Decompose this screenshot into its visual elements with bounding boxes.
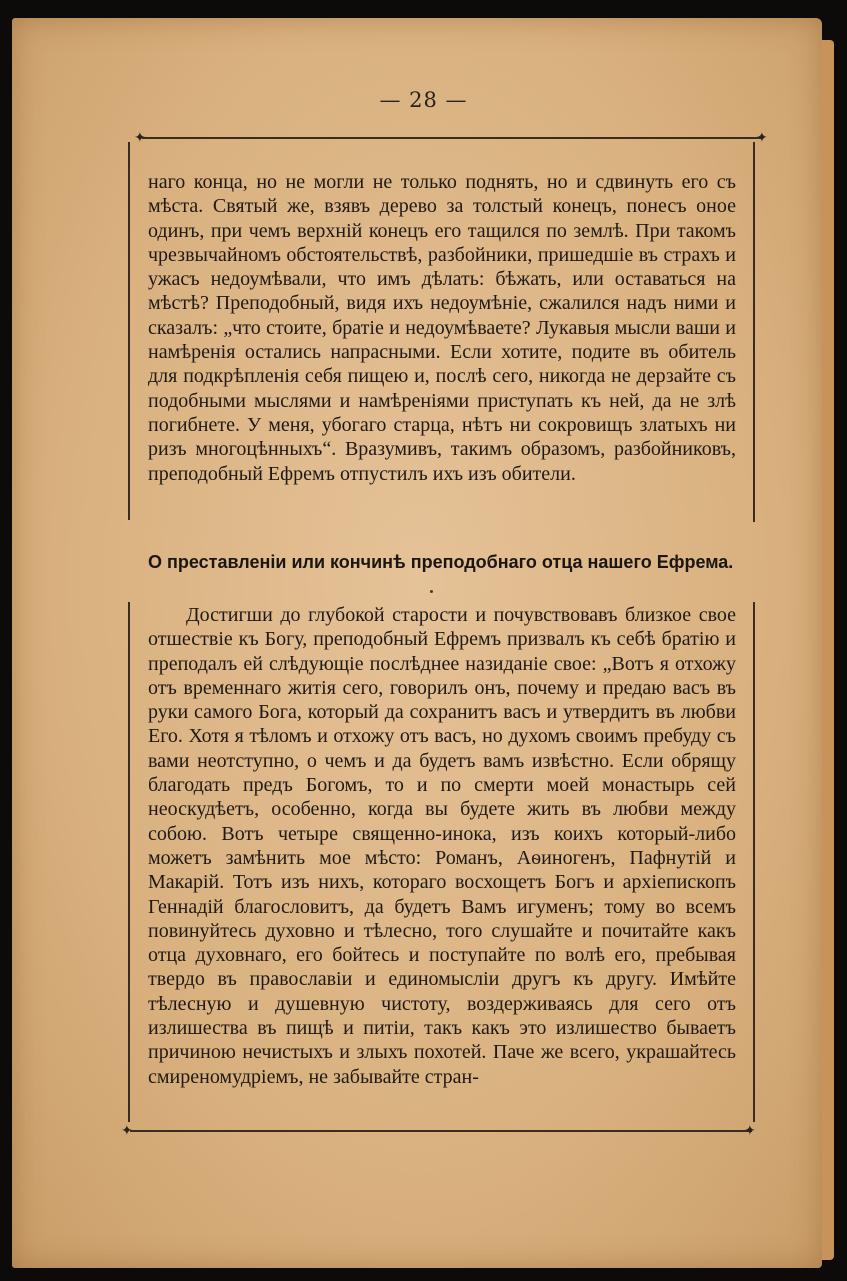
page-number: — 28 — <box>379 88 468 112</box>
section-heading: О преставленіи или кончинѣ преподобнаго отца нашего Ефрема. <box>148 552 734 572</box>
corner-ornament-icon: ✦ <box>756 130 768 146</box>
left-rule-top <box>128 142 130 520</box>
page-edge <box>822 40 834 1260</box>
left-rule-bottom <box>128 602 130 1122</box>
right-rule-bottom <box>753 602 755 1122</box>
paragraph-2: Достигши до глубокой старости и почувствовавъ близкое свое отшествіе къ Богу, преподобный Ефремъ призвалъ къ себѣ братію и преподалъ ей слѣдующіе послѣднее назиданіе свое: „Вотъ я отхожу отъ временнаго житія сего, говорилъ онъ, почему и предаю васъ въ руки самого Бога, который да сохранитъ васъ и утвердитъ въ любви Его. Хотя я тѣломъ и отхожу отъ васъ, но духомъ своимъ пребуду съ вами неотступно, о чемъ и да будетъ вамъ извѣстно. Если обрящу благодать предъ Богомъ, то и по смерти моей монастырь сей неоскудѣетъ, особенно, когда вы будете жить въ любви между собою. Вотъ четыре священно-инока, изъ коихъ который-либо можетъ замѣнить мое мѣсто: Романъ, Аѳиногенъ, Пафнутій и Макарій. Тотъ изъ нихъ, котораго восхощетъ Богъ и архіепископъ Геннадій благословитъ, да будетъ Вамъ игуменъ; тому во всемъ повинуйтесь духовно и тѣлесно, того слушайте и почитайте какъ отца духовнаго, его бойтесь и поступайте по волѣ его, пребывая твердо въ православіи и единомысліи другъ къ другу. Имѣйте тѣлесную и душевную чистоту, воздерживаясь для сего отъ излишества въ пищѣ и питіи, такъ какъ это излишество бываетъ причиною нечистыхъ и злыхъ похотей. Паче же всего, украшайтесь смиреномудріемъ, не забывайте стран- <box>148 604 736 1088</box>
right-rule-top <box>753 142 755 522</box>
top-rule <box>142 137 762 139</box>
text-block-1 <box>148 170 736 486</box>
corner-ornament-icon: ✦ <box>134 130 146 146</box>
text-block-2 <box>148 603 736 1089</box>
paragraph-1: наго конца, но не могли не только поднять, но и сдвинуть его съ мѣста. Святый же, взявъ дерево за толстый конецъ, понесъ оное одинъ, при чемъ верхній конецъ его тащился по землѣ. При такомъ чрезвычайномъ обстоятельствѣ, разбойники, пришедшіе въ страхъ и ужасъ недоумѣвали, что имъ дѣлать: бѣжать, или оставаться на мѣстѣ? Преподобный, видя ихъ недоумѣніе, сжалился надъ ними и сказалъ: „что стоите, братіе и недоумѣваете? Лукавыя мысли ваши и намѣренія остались напрасными. Если хотите, подите въ обитель для подкрѣпленія себя пищею и, послѣ сего, никогда не дерзайте съ подобными мыслями и намѣреніями приступать къ ней, да не злѣ погибнете. У меня, убогаго старца, нѣтъ ни сокровищъ златыхъ ни ризъ многоцѣнныхъ“. Вразумивъ, такимъ образомъ, разбойниковъ, преподобный Ефремъ отпустилъ ихъ изъ обители. <box>148 171 736 485</box>
bottom-rule <box>130 1130 752 1132</box>
print-speck <box>430 590 433 593</box>
corner-ornament-icon: ✦ <box>744 1123 756 1139</box>
corner-ornament-icon: ✦ <box>121 1123 133 1139</box>
